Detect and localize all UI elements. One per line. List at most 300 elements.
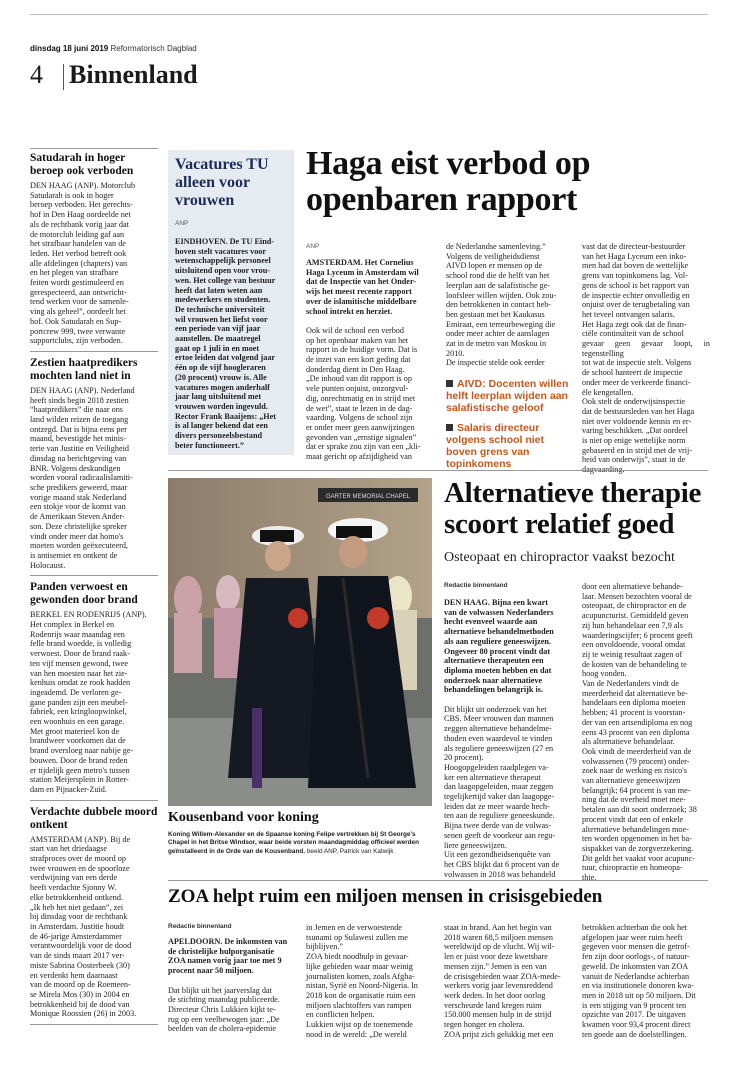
text-line: Directeur Chris Lukkien kijkt te-	[168, 1004, 276, 1014]
pullquote-bullet	[446, 424, 453, 431]
text-line: de school hanteert de inspectie	[582, 368, 683, 378]
text-line: medewerkers en studenten.	[175, 295, 271, 305]
text-line: de inzet van een kort geding dat	[306, 355, 411, 365]
text-line: in Amsterdam. Justitie houdt	[30, 922, 125, 931]
text-line: der van een artsendiploma en nog	[582, 717, 693, 727]
brief-title: Zestien haatpredikers mochten land niet in	[30, 356, 138, 382]
text-line: bouwen. Door de brand reden	[30, 755, 128, 765]
zoa-byline: Redactie binnenland	[168, 923, 232, 930]
text-line: Ongeveer 80 procent vindt dat	[444, 646, 551, 656]
text-line: de Amerikaan Steven Ander-	[30, 512, 125, 522]
text-line: thie.	[582, 873, 597, 883]
haga-column-2	[446, 242, 574, 368]
text-line: aanstellen. De maatregel	[175, 334, 261, 344]
text-line: ZOA prijst zich gelukkig met een	[444, 1029, 554, 1039]
therapie-subhead: Osteopaat en chiropractor vaakst bezocht	[444, 550, 675, 565]
text-line	[444, 695, 572, 705]
text-line: land wilden reizen de toegang	[30, 415, 129, 425]
text-line: dig, onrechtmatig en in strijd met	[306, 393, 416, 403]
text-line: meerderheid dat alternatieve be-	[582, 688, 688, 698]
text-line: beter functioneert.”	[175, 440, 244, 450]
text-line: belangrijk; 64 procent is van me-	[582, 785, 691, 795]
text-line: van de volwassen Nederlanders	[444, 607, 554, 617]
spectator-1-body	[174, 613, 202, 673]
page-number: 4	[30, 60, 43, 89]
text-line: DEN HAAG (ANP). Nederland	[30, 385, 135, 395]
text-line: vacatures mogen anderhalf	[175, 382, 270, 392]
text-line: geweld. De inkomsten van ZOA	[582, 961, 689, 971]
text-line: werk deden. In het door oorlog	[444, 990, 546, 1000]
text-line: bijblijven.”	[306, 942, 344, 952]
text-line: start van het driedaagse	[30, 844, 108, 854]
sidebar-rule-top	[30, 148, 158, 149]
spectator-2	[216, 575, 240, 611]
text-line: Van de Nederlanders vindt de	[582, 679, 679, 689]
text-line: felle brand woedde, is volledig	[30, 639, 132, 649]
text-line: AIVD lopen er mensen op de	[446, 261, 543, 271]
text-line: Met groot materieel kon de	[30, 726, 120, 736]
text-line: ZOA namen vorig jaar toe met 9	[168, 956, 282, 966]
text-line: ële kengetallen.	[582, 387, 634, 397]
text-line: wereldwijd op de vlucht. Wij wil-	[444, 942, 555, 952]
text-line: staat in brand. Aan het begin van	[444, 923, 552, 932]
text-line: afgelopen jaar weer ruim heeft	[582, 932, 683, 942]
text-line: tsunami op Sulawesi zullen me	[306, 932, 408, 942]
text-line: handelaars een diploma moeten	[582, 698, 686, 708]
text-line: Ook stelt de onderwijsinspectie	[582, 397, 686, 407]
text-line: een onvoldoende, vooral omdat	[582, 640, 686, 650]
text-line: diploma moeten hebben en dat	[444, 665, 552, 675]
text-line: de crisisgebieden waar ZOA-mede-	[444, 971, 561, 981]
text-line: “haatpredikers” die naar ons	[30, 405, 123, 415]
news-photo	[168, 478, 432, 806]
text-line: se Mirela Mos (30) in 2004 en	[30, 989, 130, 999]
haga-source: ANP	[306, 243, 320, 250]
face-2	[339, 536, 367, 568]
text-line: osteopaat, de chiropractor en de	[582, 601, 687, 611]
zoa-column-1	[168, 937, 294, 1034]
text-line: het teveel ontvangen salaris.	[582, 309, 675, 319]
text-line: van het Haga Lyceum een inko-	[582, 251, 687, 261]
text-line: de motorclub leiding gaf aan	[30, 229, 125, 239]
text-line: APELDOORN. De inkomsten van	[168, 937, 288, 946]
therapie-column-2	[582, 582, 710, 883]
text-line: divers personeelsbestand	[175, 431, 263, 441]
text-line: vindt onder meer dat homo's	[30, 531, 124, 541]
text-line: volwassen in 2018 was behandeld	[444, 869, 556, 879]
text-line: dam en Pijnacker-Zuid.	[30, 784, 107, 794]
text-line: ertoe leiden dat volgend jaar	[175, 353, 276, 363]
text-line: rug op een veelbewogen jaar: „De	[168, 1014, 280, 1024]
text-line: men in 2018 uit op 50 miljoen. Dit	[582, 990, 696, 1000]
text-line: er onder meer geen aanwijzingen	[306, 422, 415, 432]
text-line: een periode van vijf jaar	[175, 324, 261, 334]
text-line: zat in de metro van Moskou in	[446, 339, 547, 349]
text-line: ten vijf mensen gewond, twee	[30, 658, 128, 668]
text-line: Het Haga zegt ook dat de finan-	[582, 319, 687, 329]
text-line: beelden van de cholera-epidemie	[168, 1024, 276, 1034]
brief-body	[30, 181, 158, 346]
text-line: ciële continuïteit van de school	[582, 329, 684, 339]
text-line: Emiraat, een terreurbeweging die	[446, 319, 556, 329]
text-line: miste Sabrina Oosterbeek (30)	[30, 960, 130, 970]
text-line: betrokkenheid bij de dood van	[30, 999, 130, 1009]
text-line: 150.000 mensen hulp in de strijd	[444, 1010, 552, 1020]
text-line: Het complex in Berkel en	[30, 620, 115, 630]
text-line: Lukkien wijst op de toenemende	[306, 1020, 413, 1030]
brief-body	[30, 610, 158, 794]
text-line: procent naar 50 miljoen.	[168, 966, 254, 976]
news-brief	[30, 357, 158, 576]
text-line: wil vrouwen het liefst voor	[175, 314, 268, 324]
text-line: tend werken voor de samenle-	[30, 297, 129, 307]
text-line: hoven stelt vacatures voor	[175, 246, 267, 256]
text-line: donderdag dient in Den Haag.	[306, 364, 405, 374]
text-line: als de rechtbank vorig jaar dat	[30, 219, 129, 229]
text-line: AMSTERDAM. Het Cornelius	[306, 258, 414, 267]
text-line: en via institutionele donoren kwa-	[582, 981, 694, 991]
text-line: als reguliere geneeswijzen (27 en	[444, 743, 554, 753]
text-line: het CBS blijkt dat 6 procent van de	[444, 859, 560, 869]
text-line: Monique Roossien (26) in 2003.	[30, 1009, 137, 1019]
text-line: uitsluitend open voor vrou-	[175, 266, 271, 276]
text-line: vele punten onjuist, onzorgvul-	[306, 384, 409, 394]
text-line: feiten wordt gestimuleerd en	[30, 278, 124, 288]
text-line: alternatieve therapeuten een	[444, 656, 544, 666]
text-line: worden vooral radicaalislamiti-	[30, 473, 133, 483]
divider-bottom	[168, 880, 708, 881]
text-line: verwoest. Door de brand raak-	[30, 649, 130, 659]
text-line: 2010.	[446, 348, 465, 358]
text-line: ontzegd. Dat is bijna eens per	[30, 424, 127, 434]
text-line: moeten worden geëxecuteerd,	[30, 541, 128, 551]
text-line: is een stijging van 9 procent ten	[582, 1000, 687, 1010]
text-line: school rond die de helft van het	[446, 271, 550, 281]
zoa-column-2	[306, 923, 434, 1039]
text-line: zoek naar de werking en risico's	[582, 766, 687, 776]
text-line: dat de Inspectie van het Onder-	[306, 277, 416, 287]
text-line: grens van topinkomens lag. Vol-	[582, 271, 688, 281]
text-line: vrouwen worden ingevuld.	[175, 401, 268, 411]
therapie-headline-line-2: scoort relatief goed	[444, 508, 675, 540]
text-line: als aan reguliere geneeswijzen.	[444, 636, 552, 646]
text-line: tegen honger en cholera.	[444, 1020, 525, 1030]
text-line: portcrew 999, twee verwante	[30, 326, 126, 336]
text-line: len er juist voor deze kwetsbare	[444, 952, 548, 962]
text-line: elke betrokkenheid ontkend.	[30, 892, 123, 902]
text-line: gevaar geen gevaar loopt, in tegenstelling	[582, 339, 710, 358]
text-line: EINDHOVEN. De TU Eind-	[175, 237, 275, 246]
text-line: volwassenen (79 procent) onder-	[582, 756, 690, 766]
text-line: senen geeft de voorkeur aan regu-	[444, 830, 556, 840]
text-line: leden. Het verbod betreft ook	[30, 248, 127, 258]
text-line: hebben; 41 procent is voorstan-	[582, 708, 686, 718]
text-line: AMSTERDAM (ANP). Bij de	[30, 834, 131, 844]
hat-1	[260, 530, 294, 542]
text-line: gaat op 1 juli in en moet	[175, 343, 260, 353]
header-separator	[63, 64, 64, 90]
text-line: werkers vorig jaar levensreddend	[444, 981, 553, 991]
text-line: zij hun behandelaar een 7,9 als	[582, 620, 683, 630]
text-line: één op de vijf hoogleraren	[175, 363, 266, 373]
text-line: verscheurde land kregen ruim	[444, 1000, 542, 1010]
text-line: Hoogopgeleiden raadplegen va-	[444, 762, 549, 772]
text-line: onder meer de verkeerde financi-	[582, 377, 691, 387]
text-line: is niet op enige wettelijke norm	[582, 436, 686, 446]
text-line: gens de school is het rapport van	[582, 280, 690, 290]
text-line	[168, 976, 294, 986]
text-line: ZOA biedt noodhulp in gevaar-	[306, 952, 409, 962]
chapel-sign-text: GARTER MEMORIAL CHAPEL	[325, 494, 411, 500]
text-line: over de islamitische middelbare	[306, 296, 417, 306]
paper-name: Reformatorisch Dagblad	[110, 44, 197, 53]
text-line: heeft sinds begin 2018 zestien	[30, 395, 129, 405]
text-line: kenhuis omdat ze rook hadden	[30, 678, 131, 688]
text-line: ving als geheel”, oordeelt het	[30, 307, 126, 317]
text-line: Dit geldt het vaakst voor acupunc-	[582, 853, 695, 863]
text-line: tegelijkertijd vaker dan laagopge-	[444, 792, 555, 802]
text-line: son. Deze christelijke spreker	[30, 521, 127, 531]
text-line: Rector Frank Baaijens: „Het	[175, 411, 277, 421]
photo-credit: beeld ANP, Patrick van Katwijk	[306, 847, 394, 855]
pullquote-bullet	[446, 380, 453, 387]
brief-title: Verdachte dubbele moord ontkent	[30, 805, 158, 831]
text-line: de christelijke hulporganisatie	[168, 946, 274, 956]
text-line: BNR. Volgens deskundigen	[30, 463, 121, 473]
text-line: onderzoek naar alternatieve	[444, 675, 543, 685]
text-line: van de sinds maart 2017 ver-	[30, 951, 125, 961]
text-line: dagvaarding.	[582, 465, 625, 475]
text-line: de wet”, staat te lezen in de dag-	[306, 403, 413, 413]
text-line: dat er sprake zou zijn van een „kli-	[306, 442, 421, 452]
zoa-column-3	[444, 923, 572, 1039]
text-line: dat de bestuursleden van het Haga	[582, 406, 695, 416]
text-line: van alternatieve geneeswijzen	[582, 776, 681, 786]
text-line: „De inhoud van dit rapport is op	[306, 374, 412, 384]
text-line: behandelingen belangrijk is.	[444, 685, 543, 695]
text-line: als alternatieve behandelaar.	[582, 737, 675, 747]
text-line: miljoen slachtoffers van rampen	[306, 1000, 412, 1010]
text-line	[306, 316, 434, 326]
text-line: het strafbaar handelen van de	[30, 239, 126, 249]
text-line: een woonhuis en een garage.	[30, 717, 125, 727]
news-brief	[30, 581, 158, 800]
text-line: hoog vonden.	[582, 669, 627, 679]
brief-body	[30, 386, 158, 570]
text-line: acupuncturist. Gemiddeld geven	[582, 611, 689, 621]
haga-pullquote-2	[446, 422, 576, 470]
photo-illustration	[168, 478, 432, 806]
text-line: terie van Justitie en Veiligheid	[30, 444, 129, 454]
text-line: ben gestaan met het Kaukasus	[446, 309, 545, 319]
text-line: journalisten komen, zoals Afgha-	[306, 971, 415, 981]
text-line: wen. Het college van bestuur	[175, 275, 276, 285]
text-line: door een alternatieve behande-	[582, 582, 683, 591]
text-line: liere geneeswijzen.	[444, 840, 507, 850]
text-line: hof. Ook Satudarah en Sup-	[30, 316, 122, 326]
text-line: en verdenkt hem daarnaast	[30, 970, 118, 980]
text-line: twee vrouwen en de spoorloze	[30, 863, 130, 873]
text-line: Rodenrijs waar maandag een	[30, 629, 125, 639]
text-line: 20 procent).	[444, 753, 484, 763]
haga-headline-line-1: Haga eist verbod op	[306, 145, 591, 182]
brief-title: Satudarah in hoger beroep ook verboden	[30, 152, 134, 177]
text-line: ten aan de reguliere geneeskunde.	[444, 811, 555, 821]
text-line: de 46-jarige Amsterdammer	[30, 931, 122, 941]
text-line: eens 43 procent van een diploma	[582, 727, 690, 737]
text-line: gevonden van „ernstige signalen”	[306, 432, 417, 442]
text-line: ingeademd. De verloren ge-	[30, 687, 122, 697]
text-line: en conflicten helpen.	[306, 1010, 375, 1020]
text-line: loofsleer willen wijden. Ook zou-	[446, 290, 557, 300]
text-line: verantwoordelijk voor de dood	[30, 941, 132, 951]
text-line: de inspectie echter onvolledig en	[582, 290, 690, 300]
text-line: de Nederlandse samenleving.”	[446, 242, 546, 251]
dateline	[30, 44, 197, 53]
top-rule	[30, 14, 708, 15]
text-line: DEN HAAG (ANP). Motorclub	[30, 181, 136, 190]
text-line: van hen moesten naar het zie-	[30, 668, 128, 678]
text-line: vanuit de Nederlandse achterban	[582, 971, 690, 981]
text-line: alternatieve behandelingen moe-	[582, 824, 689, 834]
text-line: fen zijn door oorlogs-, of natuur-	[582, 952, 690, 962]
zoa-column-4	[582, 923, 710, 1039]
text-line: Dat blijkt uit het jaarverslag dat	[168, 985, 272, 995]
text-line: heeft dat laten weten aan	[175, 285, 263, 295]
text-line: 2018 kon de organisatie ruim een	[306, 990, 416, 1000]
text-line: in Jemen en de verwoestende	[306, 923, 402, 932]
text-line: vast dat de directeur-bestuurder	[582, 242, 686, 251]
text-line: bij dinsdag voor de rechtbank	[30, 912, 128, 922]
pullquote-2-text: Salaris directeur volgens school niet boven grens van topinkomens	[446, 422, 545, 470]
therapie-headline	[444, 478, 710, 540]
therapie-headline-line-1: Alternatieve therapie	[444, 477, 702, 509]
text-line: dinsdag na berichtgeving van	[30, 453, 127, 463]
section-title: Binnenland	[69, 60, 198, 89]
text-line: zij te weinig resultaat zagen of	[582, 649, 683, 659]
date: dinsdag 18 juni 2019	[30, 44, 109, 53]
sash-1	[252, 708, 262, 788]
text-line: „Ik heb het niet gedaan”, zei	[30, 902, 124, 912]
text-line: Uit een gezondheidsenquête van	[444, 850, 551, 860]
text-line: ning dat de overheid moet mee-	[582, 795, 686, 805]
text-line: de kosten van de behandeling te	[582, 659, 687, 669]
text-line: (20 procent) vrouw is. Alle	[175, 372, 267, 382]
text-line: tot wat de inspectie stelt. Volgens	[582, 358, 692, 368]
text-line: dan laagopgeleiden, maar zeggen	[444, 782, 554, 792]
sidebar-briefs	[30, 152, 158, 1030]
text-line: hof in Den Haag oordeelde net	[30, 210, 131, 220]
text-line: tuur, chiropractie en homeopa-	[582, 863, 683, 873]
vacatures-box	[168, 150, 294, 455]
text-line: den betrokkenen in contact heb-	[446, 300, 552, 310]
divider-middle	[168, 470, 708, 471]
text-line: gane panden zijn een meubel-	[30, 697, 128, 707]
text-line: nistan, Syrië en Noord-Nigeria. In	[306, 981, 418, 991]
text-line: thoden even waardevol te vinden	[444, 733, 553, 743]
text-line: van de moord op de Roemeen-	[30, 980, 131, 990]
text-line: betrokken achterban die ook het	[582, 923, 688, 932]
text-line: ten goede aan de doelstellingen.	[582, 1029, 687, 1039]
brief-title: Panden verwoest en gewonden door brand	[30, 581, 138, 607]
news-brief	[30, 152, 158, 352]
text-line: alle afdelingen (chapters) van	[30, 258, 128, 268]
text-line: beroep verboden. Het gerechts-	[30, 200, 133, 210]
text-line: Ook wil de school een verbod	[306, 325, 404, 335]
text-line: rapport in de huidige vorm. Dat is	[306, 345, 418, 355]
text-line: onjuist over de terugbetaling van	[582, 300, 690, 310]
text-line: DEN HAAG. Bijna een kwart	[444, 598, 548, 607]
haga-column-1	[306, 258, 434, 462]
therapie-byline: Redactie binnenland	[444, 582, 508, 589]
text-line: kwamen voor 93,4 procent direct	[582, 1020, 691, 1030]
text-line: Bijna twee derde van de volwas-	[444, 821, 552, 831]
text-line: ten worden opgenomen in het ba-	[582, 834, 692, 844]
text-line: supportclubs, zijn verboden.	[30, 336, 123, 346]
text-line: betalen aan dit soort onderzoek; 38	[582, 805, 697, 815]
text-line: sche predikers geweerd, maar	[30, 482, 128, 492]
text-line: leerplan aan de salafistische ge-	[446, 280, 551, 290]
vacatures-title: Vacatures TU alleen voor vrouwen	[175, 156, 269, 209]
text-line: gegeven voor mensen die getrof-	[582, 942, 690, 952]
text-line: niet over voldoende kennis en er-	[582, 416, 692, 426]
text-line: Haga Lyceum in Amsterdam wil	[306, 267, 419, 277]
text-line: opzichte van 2017. De uitgaven	[582, 1010, 686, 1020]
text-line: wijs het meest recente rapport	[306, 287, 412, 297]
haga-headline	[306, 146, 711, 218]
vacatures-body	[175, 237, 287, 450]
text-line: brandweer voorkomen dat de	[30, 736, 126, 746]
text-line: station Meijersplein in Rotter-	[30, 775, 129, 785]
text-line: gerespecteerd, aan ontwricht-	[30, 287, 127, 297]
text-line: brand oversloeg naar nabije ge-	[30, 746, 134, 756]
text-line: varing beschikken. „Dat oordeel	[582, 426, 688, 436]
haga-pullquote-1	[446, 378, 576, 414]
text-line: wetenschappelijk personeel	[175, 256, 271, 266]
text-line: De inspectie stelde ook eerder	[446, 358, 545, 368]
photo-caption	[168, 831, 432, 856]
text-line: vorige maand stak Nederland	[30, 492, 127, 502]
text-line: Satudarah is ook in hoger	[30, 190, 114, 200]
text-line: is antisemiet en ontkent de	[30, 550, 118, 560]
text-line: Volgens de veiligheidsdienst	[446, 251, 540, 261]
text-line: hecht evenveel waarde aan	[444, 617, 538, 627]
text-line: nood in de wereld: „De wereld	[306, 1029, 407, 1039]
text-line: onder meer achter de aanslagen	[446, 329, 550, 339]
text-line: Holocaust.	[30, 560, 66, 570]
text-line: er tijdelijk geen metro's tussen	[30, 765, 130, 775]
text-line: sispakket van de zorgverzekering.	[582, 843, 694, 853]
text-line: Dit blijkt uit onderzoek van het	[444, 704, 547, 714]
text-line: verdwijning van een derde	[30, 873, 118, 883]
text-line: op het openbaar maken van het	[306, 335, 409, 345]
text-line: een stokje voor de komst van	[30, 502, 126, 512]
text-line: BERKEL EN RODENRIJS (ANP).	[30, 610, 147, 620]
face-1	[265, 541, 291, 571]
text-line: is al langer bekend dat een	[175, 421, 268, 431]
text-line: strafproces over de moord op	[30, 854, 126, 864]
photo-caption-title: Kousenband voor koning	[168, 810, 319, 825]
text-line: De technische universiteit	[175, 304, 265, 314]
text-line: en het plegen van strafbare	[30, 268, 119, 278]
news-brief	[30, 806, 158, 1025]
text-line: maand, bevestigde het minis-	[30, 434, 126, 444]
haga-column-3	[582, 242, 710, 475]
pullquote-1-text: AIVD: Docenten willen helft leerplan wijden aan salafistische geloof	[446, 378, 569, 414]
text-line: mensen zijn.” Jemen is een van	[444, 961, 547, 971]
text-line: 2018 waren 68,5 miljoen mensen	[444, 932, 553, 942]
text-line: zeggen alternatieve behandelme-	[444, 724, 552, 734]
